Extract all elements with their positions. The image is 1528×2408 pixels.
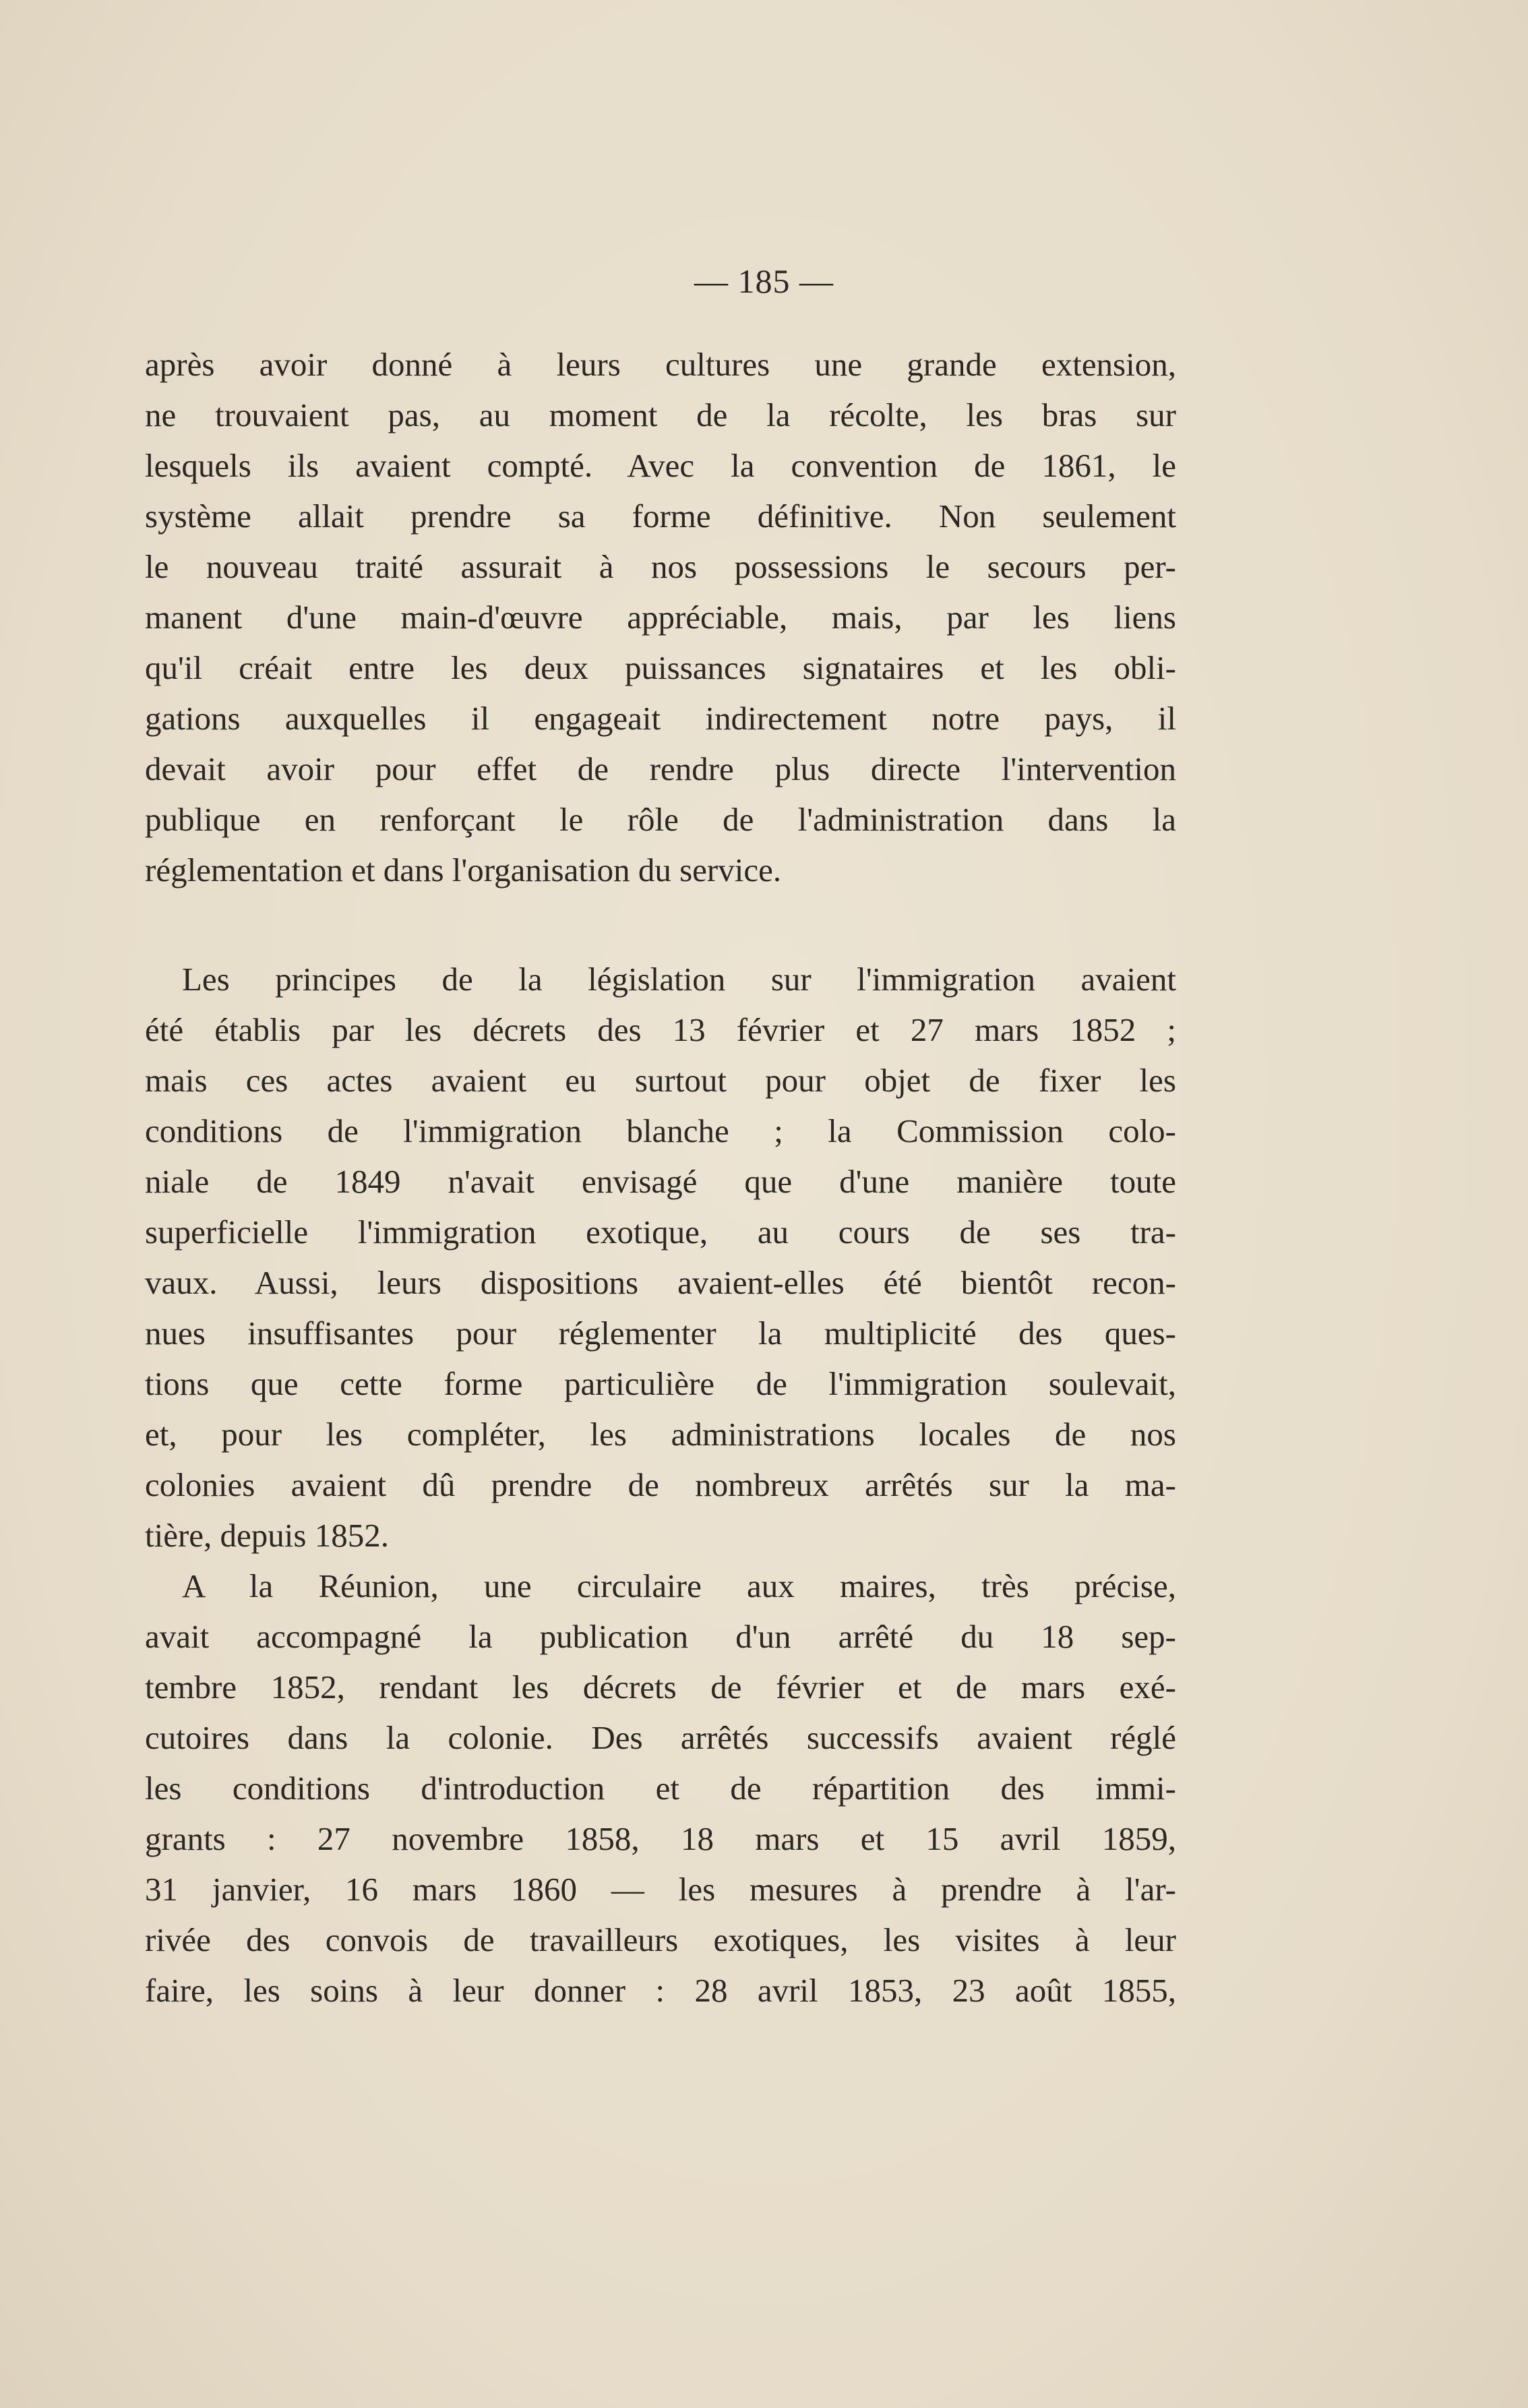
paragraph-2: [145, 954, 1176, 1561]
text-line: ne trouvaient pas, au moment de la récolte, les bras sur: [145, 396, 1176, 433]
text-line: tions que cette forme particulière de l'immigration soulevait,: [145, 1365, 1176, 1402]
paragraph-3: [145, 1561, 1176, 2016]
text-line: et, pour les compléter, les administrations locales de nos: [145, 1416, 1176, 1453]
text-line: faire, les soins à leur donner : 28 avril 1853, 23 août 1855,: [145, 1972, 1176, 2009]
text-line: grants : 27 novembre 1858, 18 mars et 15 avril 1859,: [145, 1820, 1176, 1857]
text-line: été établis par les décrets des 13 février et 27 mars 1852 ;: [145, 1011, 1176, 1048]
text-line: tière, depuis 1852.: [145, 1517, 389, 1554]
text-line: A la Réunion, une circulaire aux maires, très précise,: [182, 1567, 1176, 1604]
text-line: réglementation et dans l'organisation du service.: [145, 851, 782, 889]
text-line: manent d'une main-d'œuvre appréciable, mais, par les liens: [145, 599, 1176, 636]
text-line: cutoires dans la colonie. Des arrêtés successifs avaient réglé: [145, 1719, 1176, 1756]
text-line: qu'il créait entre les deux puissances signataires et les obli-: [145, 649, 1176, 686]
text-line: superficielle l'immigration exotique, au cours de ses tra-: [145, 1213, 1176, 1251]
text-line: tembre 1852, rendant les décrets de février et de mars exé-: [145, 1668, 1176, 1706]
text-line: le nouveau traité assurait à nos possessions le secours per-: [145, 548, 1176, 585]
text-line: Les principes de la législation sur l'immigration avaient: [182, 961, 1176, 998]
text-line: après avoir donné à leurs cultures une grande extension,: [145, 346, 1176, 383]
page-number: — 185 —: [694, 262, 834, 300]
text-line: 31 janvier, 16 mars 1860 — les mesures à prendre à l'ar-: [145, 1871, 1176, 1908]
text-line: rivée des convois de travailleurs exotiques, les visites à leur: [145, 1921, 1176, 1958]
text-line: les conditions d'introduction et de répartition des immi-: [145, 1770, 1176, 1807]
body-text: [145, 339, 1176, 2016]
text-line: publique en renforçant le rôle de l'administration dans la: [145, 801, 1176, 838]
text-line: colonies avaient dû prendre de nombreux arrêtés sur la ma-: [145, 1466, 1176, 1503]
text-line: conditions de l'immigration blanche ; la Commission colo-: [145, 1112, 1176, 1149]
paragraph-1: [145, 339, 1176, 895]
text-line: devait avoir pour effet de rendre plus directe l'intervention: [145, 750, 1176, 787]
text-line: système allait prendre sa forme définitive. Non seulement: [145, 498, 1176, 535]
text-line: vaux. Aussi, leurs dispositions avaient-elles été bientôt recon-: [145, 1264, 1176, 1301]
text-line: nues insuffisantes pour réglementer la multiplicité des ques-: [145, 1315, 1176, 1352]
text-line: niale de 1849 n'avait envisagé que d'une manière toute: [145, 1163, 1176, 1200]
text-line: mais ces actes avaient eu surtout pour objet de fixer les: [145, 1062, 1176, 1099]
text-line: gations auxquelles il engageait indirectement notre pays, il: [145, 700, 1176, 737]
text-line: avait accompagné la publication d'un arrêté du 18 sep-: [145, 1618, 1176, 1655]
text-line: lesquels ils avaient compté. Avec la convention de 1861, le: [145, 447, 1176, 484]
